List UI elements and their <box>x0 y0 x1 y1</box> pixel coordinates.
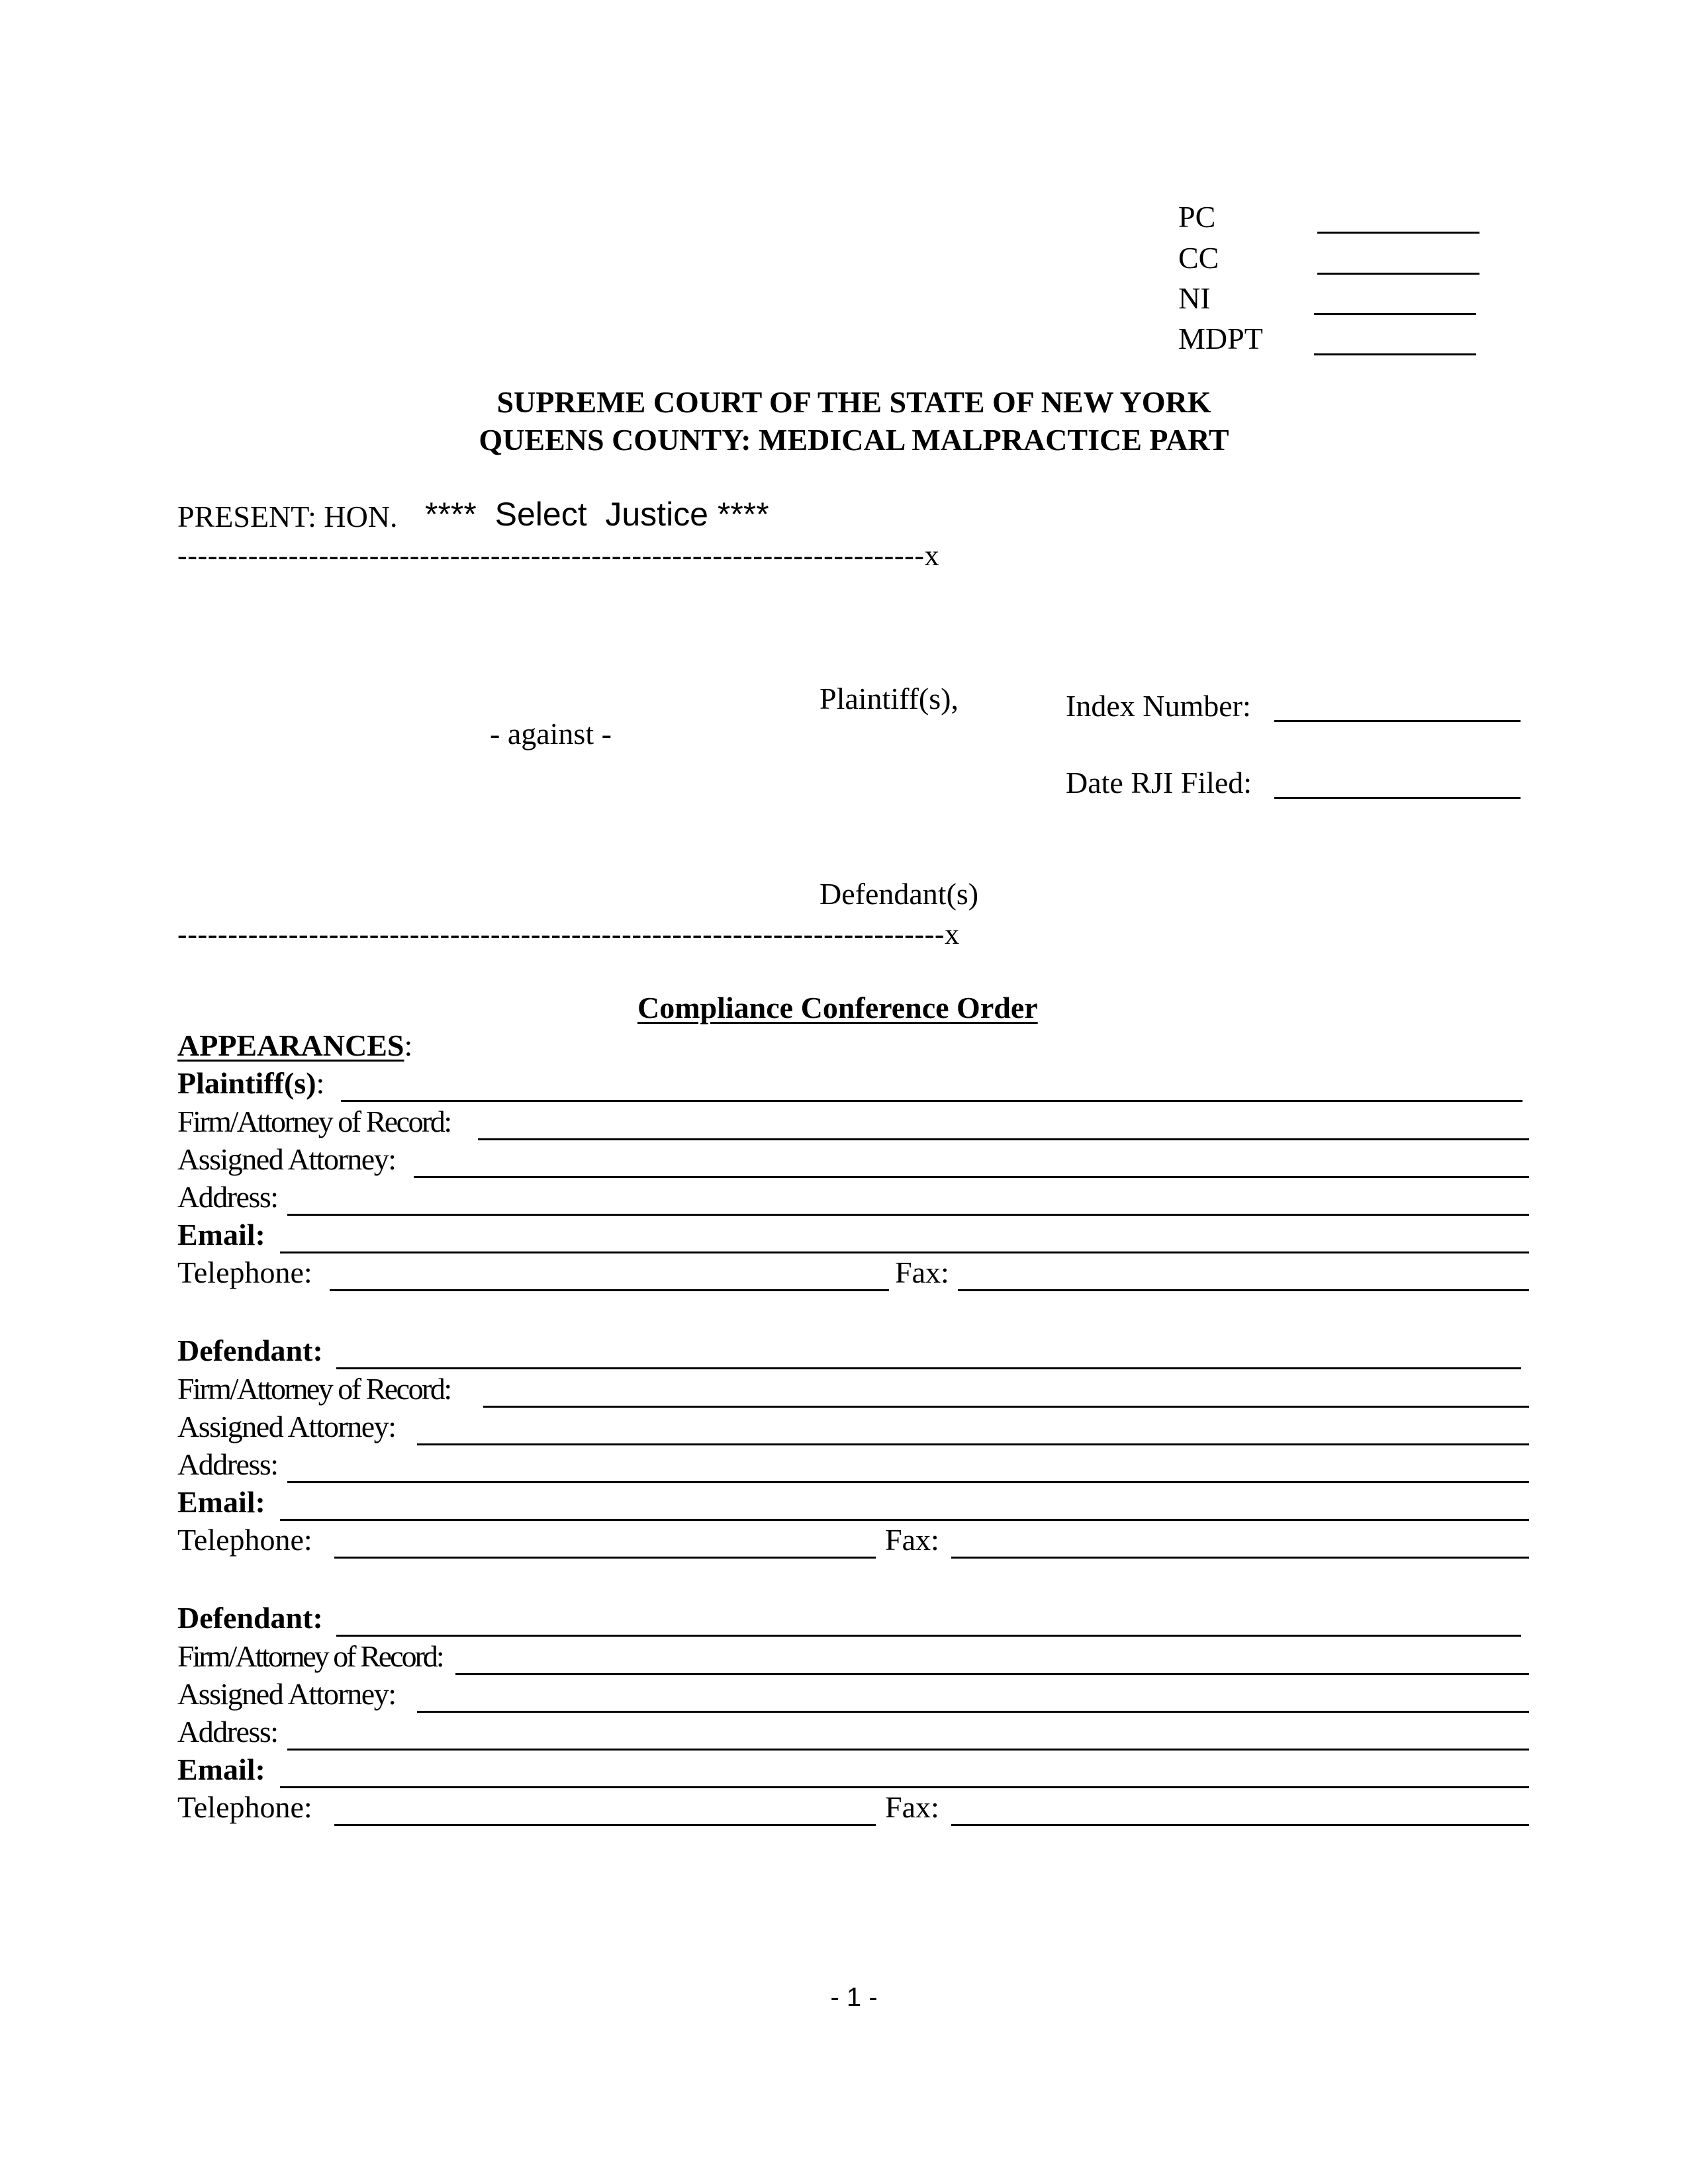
county-heading: QUEENS COUNTY: MEDICAL MALPRACTICE PART <box>479 423 1229 457</box>
date-rji-label: Date RJI Filed: <box>1066 766 1252 799</box>
plaintiff-fax-input[interactable] <box>958 1263 1529 1291</box>
email-label: Email: <box>177 1752 265 1786</box>
telephone-label: Telephone: <box>177 1523 312 1557</box>
code-ni-label: NI <box>1178 281 1211 315</box>
assigned-label: Assigned Attorney: <box>177 1142 396 1176</box>
party-label: Defendant: <box>177 1334 323 1367</box>
index-number-label: Index Number: <box>1066 689 1251 723</box>
code-cc-input[interactable] <box>1317 246 1479 275</box>
order-title: Compliance Conference Order <box>637 991 1038 1024</box>
assigned-label: Assigned Attorney: <box>177 1410 396 1443</box>
code-pc-label: PC <box>1178 200 1216 234</box>
against-label: - against - <box>490 717 612 751</box>
telephone-label: Telephone: <box>177 1790 312 1824</box>
assigned-label: Assigned Attorney: <box>177 1677 396 1711</box>
firm-label: Firm/Attorney of Record: <box>177 1105 451 1138</box>
date-rji-input[interactable] <box>1274 770 1521 799</box>
defendant2-fax-input[interactable] <box>951 1797 1529 1826</box>
defendant1-fax-input[interactable] <box>951 1530 1529 1559</box>
defendant2-telephone-input[interactable] <box>334 1797 876 1826</box>
address-label: Address: <box>177 1180 278 1214</box>
defendant2-assigned-input[interactable] <box>417 1684 1529 1713</box>
defendants-label: Defendant(s) <box>820 877 979 911</box>
email-label: Email: <box>177 1218 265 1251</box>
defendant1-firm-input[interactable] <box>483 1379 1529 1408</box>
defendant2-name-input[interactable] <box>336 1608 1521 1637</box>
party-label: Defendant: <box>177 1601 323 1635</box>
party-colon: : <box>316 1066 325 1100</box>
present-label: PRESENT: HON. <box>177 500 398 533</box>
code-mdpt-label: MDPT <box>1178 322 1263 355</box>
address-label: Address: <box>177 1715 278 1749</box>
caption-dash-bottom: ----------------------------------------------------------------------------x <box>177 918 960 950</box>
telephone-label: Telephone: <box>177 1255 312 1289</box>
defendant2-firm-input[interactable] <box>455 1647 1529 1675</box>
defendant1-telephone-input[interactable] <box>334 1530 876 1559</box>
defendant2-email-input[interactable] <box>280 1760 1529 1788</box>
firm-label: Firm/Attorney of Record: <box>177 1372 451 1406</box>
appearances-label: APPEARANCES <box>177 1028 404 1062</box>
address-label: Address: <box>177 1447 278 1481</box>
defendant1-name-input[interactable] <box>336 1341 1521 1369</box>
fax-label: Fax: <box>885 1790 939 1824</box>
plaintiff-assigned-input[interactable] <box>414 1150 1529 1178</box>
appearances-colon: : <box>404 1028 413 1062</box>
court-heading: SUPREME COURT OF THE STATE OF NEW YORK <box>496 385 1211 419</box>
email-label: Email: <box>177 1485 265 1519</box>
plaintiff-telephone-input[interactable] <box>330 1263 889 1291</box>
party-label: Plaintiff(s) <box>177 1066 316 1100</box>
appearances-heading <box>177 1030 412 1061</box>
code-mdpt-input[interactable] <box>1314 327 1476 355</box>
index-number-input[interactable] <box>1274 694 1521 722</box>
plaintiff-firm-input[interactable] <box>478 1112 1529 1140</box>
fax-label: Fax: <box>895 1255 949 1289</box>
defendant1-assigned-input[interactable] <box>417 1417 1529 1445</box>
caption-dash-top: --------------------------------------------------------------------------x <box>177 539 940 572</box>
defendant1-email-input[interactable] <box>280 1492 1529 1521</box>
plaintiff-name-input[interactable] <box>341 1073 1523 1102</box>
defendant1-address-input[interactable] <box>287 1455 1529 1483</box>
code-cc-label: CC <box>1178 241 1219 275</box>
justice-select[interactable]: **** Select Justice **** <box>425 496 769 533</box>
firm-label: Firm/Attorney of Record: <box>177 1639 443 1673</box>
code-ni-input[interactable] <box>1314 287 1476 315</box>
page-number: - 1 - <box>830 1983 878 2012</box>
defendant2-address-input[interactable] <box>287 1722 1529 1751</box>
fax-label: Fax: <box>885 1523 939 1557</box>
plaintiff-address-input[interactable] <box>287 1187 1529 1216</box>
code-pc-input[interactable] <box>1317 205 1479 234</box>
plaintiffs-label: Plaintiff(s), <box>820 682 959 715</box>
plaintiff-email-input[interactable] <box>280 1225 1529 1253</box>
